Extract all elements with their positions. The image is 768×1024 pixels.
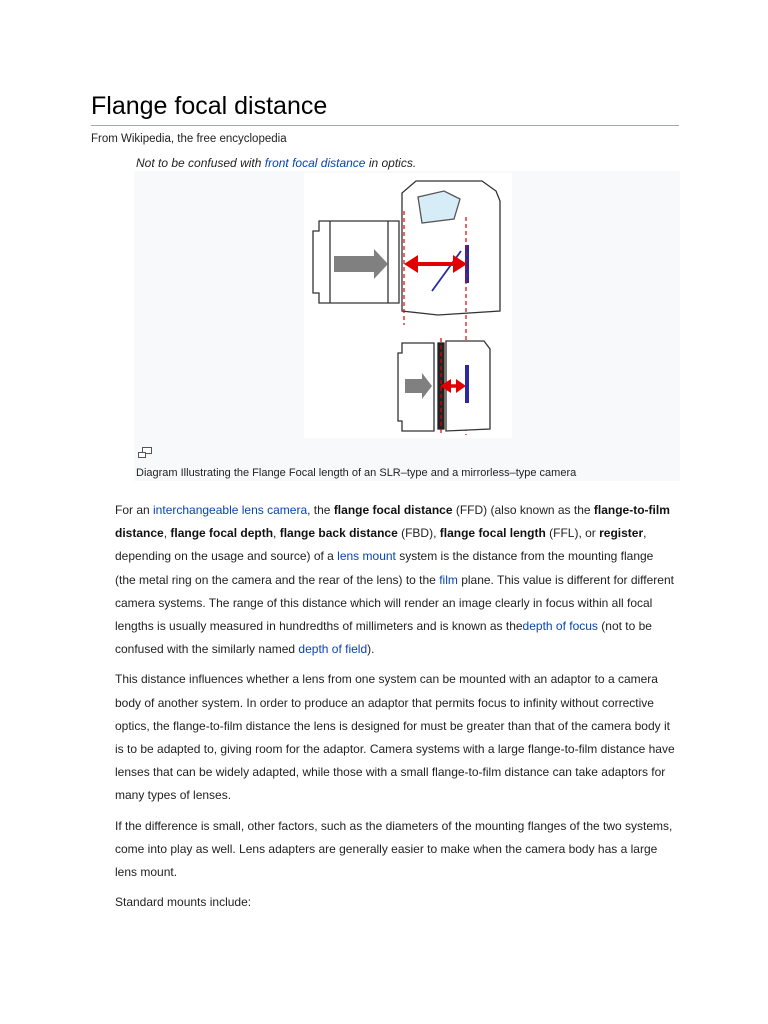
- hatnote-suffix: in optics.: [365, 156, 417, 170]
- site-tagline: From Wikipedia, the free encyclopedia: [91, 133, 287, 145]
- figure-thumbnail: [134, 171, 680, 481]
- page-title: Flange focal distance: [91, 92, 679, 126]
- mirrorless-sensor: [465, 365, 469, 403]
- text: For an: [115, 503, 154, 517]
- lens-mount-link[interactable]: lens mount: [337, 549, 396, 564]
- paragraph-standard-mounts: Standard mounts include:: [115, 895, 252, 910]
- slr-camera-diagram: [313, 181, 500, 315]
- text: system is the distance from the mounting flange (the metal ring on the camera and the rear of the lens) to the: [115, 549, 654, 587]
- term-register: register: [599, 526, 644, 541]
- text: plane. This value is different for different camera systems. The range of this distance which will render an image clearly in focus within all focal lengths is usually measured in hundredths of millimeters and is known as the: [115, 572, 674, 634]
- paragraph-difference: If the difference is small, other factors, such as the diameters of the mounting flanges of the two systems, come into play as well. Lens adapters are generally easier to make when the camera body has a large lens mount.: [115, 818, 673, 880]
- text: (not to be confused with the similarly named: [115, 619, 652, 657]
- term-flange-back-distance: flange back distance: [279, 526, 398, 541]
- depth-of-focus-link[interactable]: depth of focus: [522, 619, 598, 634]
- front-focal-distance-link[interactable]: front focal distance: [264, 156, 366, 170]
- text: (FBD),: [397, 526, 440, 541]
- hatnote: [136, 156, 416, 170]
- flange-focal-diagram[interactable]: [304, 173, 512, 438]
- paragraph-intro: [115, 499, 677, 661]
- term-flange-focal-depth: flange focal depth: [170, 526, 274, 541]
- film-link[interactable]: film: [439, 572, 458, 587]
- text: ).: [367, 642, 375, 657]
- hatnote-prefix: Not to be confused with: [136, 156, 265, 170]
- interchangeable-lens-camera-link[interactable]: interchangeable lens camera: [153, 503, 308, 517]
- paragraph-adaptor: This distance influences whether a lens from one system can be mounted with an adaptor to a camera body of another system. In order to produce an adaptor that permits focus to infinity without corrective optics, the flange-to-film distance the lens is designed for must be greater than that of the camera body it is to be adapted to, giving room for the adaptor. Camera systems with a large flange-to-film distance have lenses that can be widely adapted, while those with a small flange-to-film distance can take adaptors for many types of lenses.: [115, 672, 675, 803]
- term-flange-focal-distance: flange focal distance: [333, 503, 453, 517]
- text: ,: [273, 526, 280, 541]
- text: , the: [307, 503, 334, 517]
- text: (FFD) (also known as the: [452, 503, 594, 517]
- term-flange-to-film-distance: flange-to-film distance: [115, 503, 670, 541]
- article-body: [115, 499, 677, 921]
- text: (FFL), or: [545, 526, 600, 541]
- magnify-clip-icon[interactable]: [138, 447, 152, 459]
- depth-of-field-link[interactable]: depth of field: [298, 642, 368, 657]
- text: , depending on the usage and source) of a: [115, 526, 647, 564]
- figure-caption: Diagram Illustrating the Flange Focal length of an SLR–type and a mirrorless–type camera: [136, 467, 577, 479]
- text: ,: [163, 526, 171, 541]
- slr-pentaprism: [418, 191, 460, 223]
- term-flange-focal-length: flange focal length: [439, 526, 546, 541]
